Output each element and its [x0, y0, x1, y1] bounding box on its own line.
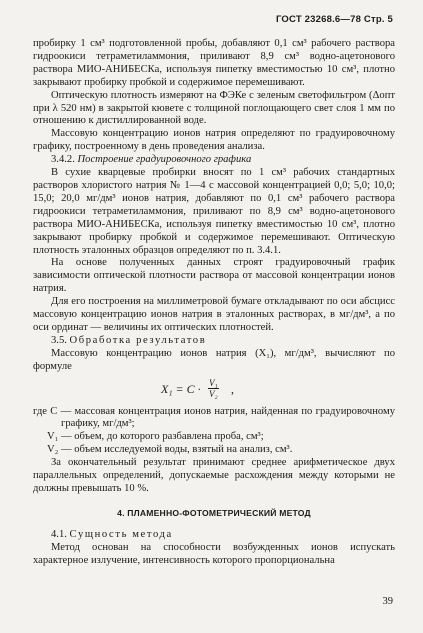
definition-item: V₂ — объем исследуемой воды, взятый на анализ, см³. [47, 444, 293, 456]
subsection-title: Сущность метода [69, 528, 173, 540]
subsection-heading [33, 335, 395, 348]
section-title: 4. ПЛАМЕННО-ФОТОМЕТРИЧЕСКИЙ МЕТОД [117, 507, 311, 518]
formula-denominator: V₂ [209, 388, 218, 399]
paragraph: За окончательный результат принимают среднее арифметическое двух параллельных определений, допускаемые расхождения между которыми не должны превышать 10 %. [33, 457, 395, 494]
page-header: ГОСТ 23268.6—78 Стр. 5 [275, 14, 393, 25]
subsection-heading [33, 154, 395, 167]
subsection-number: 3.4.2. [51, 154, 75, 166]
paragraph: Оптическую плотность измеряют на ФЭКе с зеленым светофильтром (Δопт при λ 520 нм) в закрытой кювете с толщиной поглощающего свет слоя 1 мм по отношению к дистиллированной воде. [33, 89, 395, 127]
paragraph: В сухие кварцевые пробирки вносят по 1 см³ рабочих стандартных растворов хлористого натрия № 1—4 с массовой концентрацией 0,0; 5,0; 10,0; 15,0; 20,0 мг/дм³ ионов натрия, добавляют по 0,1 см³ рабочего раствора гидроокиси тетраметиламмония, приливают по 8,9 см³ водно-ацетонового раствора МИО-АНИБЕСКа, используя пипетку вместимостью 10 см³, плотно закрывают пробирку пробкой и содержимое перемешивают. Оптическую плотность эталонных образцов определяют по п. 3.4.1. [33, 167, 395, 256]
formula-numerator: V₁ [209, 377, 218, 388]
subsection-title: Построение градуировочного графика [77, 154, 252, 166]
page-number: 39 [382, 596, 393, 607]
formula-left: X₁ = C · [161, 381, 201, 396]
definition-item: где C — массовая концентрация ионов натрия, найденная по градуировочному графику, мг/дм³; [33, 405, 395, 430]
subsection-number: 4.1. [51, 528, 67, 540]
subsection-number: 3.5. [51, 334, 67, 346]
paragraph: На основе полученных данных строят градуировочный график зависимости оптической плотности раствора от массовой концентрации ионов натрия. [33, 257, 395, 295]
paragraph: Массовую концентрацию ионов натрия определяют по градуировочному графику, построенному в день проведения анализа. [33, 128, 395, 153]
document-body [33, 38, 395, 568]
definition-item: V₁ — объем, до которого разбавлена проба, см³; [47, 431, 264, 443]
formula-fraction [208, 378, 219, 399]
paragraph: Метод основан на способности возбужденных ионов испускать характерное излучение, интенсивность которого пропорциональна [33, 541, 395, 566]
formula [33, 378, 395, 400]
paragraph: Массовую концентрацию ионов натрия (X₁), мг/дм³, вычисляют по формуле [33, 347, 395, 372]
subsection-heading [33, 529, 395, 542]
subsection-title: Обработка результатов [69, 334, 207, 346]
paragraph: пробирку 1 см³ подготовленной пробы, добавляют 0,1 см³ рабочего раствора гидроокиси тетраметиламмония, приливают 8,9 см³ водно-ацетонового раствора МИО-АНИБЕСКа, используя пипетку вместимостью 10 см³, плотно закрывают пробирку пробкой и содержимое перемешивают. [33, 38, 395, 88]
paragraph: Для его построения на миллиметровой бумаге откладывают по оси абсцисс массовую концентрацию ионов натрия в эталонных растворах, в мг/дм³, а по оси ординат — величины их оптических плотностей. [33, 296, 395, 333]
formula-end: , [231, 381, 234, 396]
